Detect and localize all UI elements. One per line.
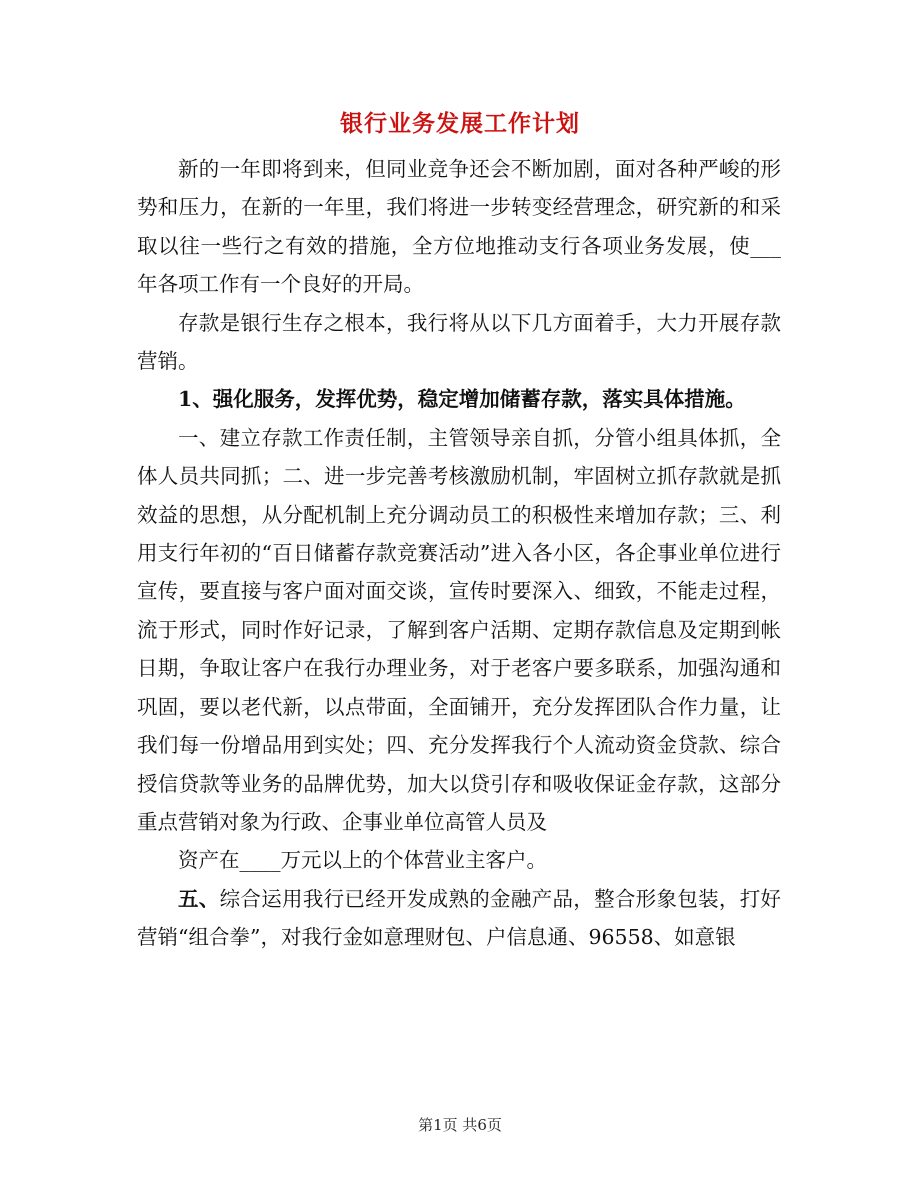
document-title: 银行业务发展工作计划 — [340, 110, 580, 137]
paragraph-deposit: 存款是银行生存之根本，我行将从以下几方面着手，大力开展存款营销。 — [137, 310, 781, 374]
paragraph-measures: 一、建立存款工作责任制，主管领导亲自抓，分管小组具体抓，全体人员共同抓；二、进一步完善考核激励机制，牢固树立抓存款就是抓效益的思想，从分配机制上充分调动员工的积极性来增加存款；三、利用支行年初的“百日储蓄存款竞赛活动”进入各小区，各企事业单位进行宣传，要直接与客户面对面交谈，宣传时要深入、细致，不能走过程，流于形式，同时作好记录，了解到客户活期、定期存款信息及定期到帐日期，争取让客户在我行办理业务，对于老客户要多联系，加强沟通和巩固，要以老代新，以点带面，全面铺开，充分发挥团队合作力量，让我们每一份增品用到实处；四、充分发挥我行个人流动资金贷款、综合授信贷款等业务的品牌优势，加大以贷引存和吸收保证金存款，这部分重点营销对象为行政、企事业单位高管人员及 — [137, 425, 781, 834]
paragraph-five — [137, 880, 781, 957]
section-heading-1: 1、强化服务，发挥优势，稳定增加储蓄存款，落实具体措施。 — [178, 387, 746, 412]
page-number: 第1页 共6页 — [418, 1116, 502, 1134]
paragraph-five-lead: 五、 — [178, 886, 220, 911]
paragraph-assets: 资产在____万元以上的个体营业主客户。 — [178, 848, 547, 873]
paragraph-intro: 新的一年即将到来，但同业竞争还会不断加剧，面对各种严峻的形势和压力，在新的一年里，我们将进一步转变经营理念，研究新的和采取以往一些行之有效的措施，全方位地推动支行各项业务发展，使___年各项工作有一个良好的开局。 — [137, 157, 781, 297]
paragraph-five-text: 综合运用我行已经开发成熟的金融产品，整合形象包装，打好营销“组合拳”，对我行金如意理财包、户信息通、96558、如意银 — [137, 886, 782, 950]
document-body — [137, 150, 781, 957]
